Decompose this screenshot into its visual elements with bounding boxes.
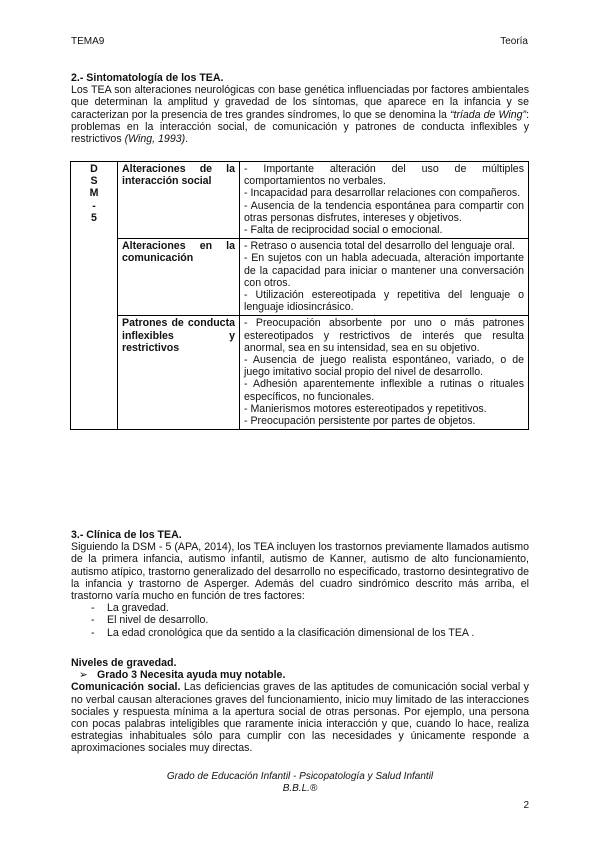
label-char: D <box>90 163 98 175</box>
list-item: - Falta de reciprocidad social o emocional. <box>244 224 443 237</box>
label-char: S <box>90 175 98 188</box>
grade-heading <box>71 669 529 681</box>
table-row <box>71 239 529 316</box>
list-item: - Ausencia de la tendencia espontánea para compartir con otras personas disfrutes, intereses y objetivos. <box>244 199 524 224</box>
list-item: - Adhesión aparentemente inflexible a rutinas o rituales específicos, no funcionales. <box>244 378 524 403</box>
items-cell <box>240 239 529 316</box>
section-heading: 3.- Clínica de los TEA. <box>71 529 182 541</box>
footer-course: Grado de Educación Infantil - Psicopatología y Salud Infantil <box>166 771 434 782</box>
list-item: - Preocupación persistente por partes de objetos. <box>244 415 476 428</box>
footer <box>0 771 600 795</box>
dsm5-label <box>71 162 118 430</box>
list-item: - Incapacidad para desarrollar relaciones con compañeros. <box>244 187 521 200</box>
table-row <box>71 162 529 239</box>
list-item: - En sujetos con un habla adecuada, alteración importante de la capacidad para iniciar o mantener una conversación con otros. <box>244 252 524 289</box>
list-item: - Utilización estereotipada y repetitiva del lenguaje o lenguaje idiosincrásico. <box>244 289 524 314</box>
factors-list <box>71 602 529 639</box>
page-number: 2 <box>523 800 529 811</box>
term: Comunicación social. <box>71 681 181 694</box>
section-heading: 2.- Sintomatología de los TEA. <box>71 72 224 84</box>
section-severity <box>71 657 529 755</box>
list-item: - La edad cronológica que da sentido a la clasificación dimensional de los TEA . <box>71 627 529 639</box>
section-paragraph <box>71 681 529 754</box>
category-cell: Alteraciones en la comunicación <box>118 239 240 316</box>
section-symptomatology <box>71 72 529 145</box>
list-item: - Manierismos motores estereotipados y repetitivos. <box>244 402 487 415</box>
list-item: - Ausencia de juego realista espontáneo, variado, o de juego imitativo social propio del nivel de desarrollo. <box>244 354 524 379</box>
header-topic: TEMA9 <box>71 36 105 47</box>
list-item: - La gravedad. <box>71 602 529 614</box>
grade-label: Grado 3 Necesita ayuda muy notable. <box>97 669 286 682</box>
footer-author: B.B.L.® <box>282 783 318 794</box>
list-item: - Importante alteración del uso de múltiples comportamientos no verbales. <box>244 163 524 188</box>
label-char: 5 <box>91 211 97 224</box>
paragraph-emphasis: “tríada de Wing” <box>449 108 527 121</box>
citation: (Wing, 1993) <box>124 133 186 146</box>
category-cell: Patrones de conducta inflexibles y restrictivos <box>118 316 240 430</box>
header-section: Teoría <box>500 36 528 47</box>
paragraph-text: Las deficiencias graves de las aptitudes de comunicación social verbal y no verbal causan alteraciones graves del funcionamiento, inicio muy limitado de las interacciones sociales y respuesta mínima a la apertura social de otras personas. Por ejemplo, una persona con pocas palabras inteligibles que raramente inicia interacción y que, cuando lo hace, realiza estrategias inhabituales sólo para cumplir con las necesidades y únicamente responde a aproximaciones sociales muy directas. <box>71 681 529 755</box>
paragraph-text: Los TEA son alteraciones neurológicas con base genética influenciadas por factores ambientales que determinan la amplitud y gravedad de los síntomas, que aparece en la infancia y se caracterizan por la presencia de tres grandes síndromes, lo que se denomina la <box>71 84 529 121</box>
dsm5-table <box>70 161 529 430</box>
label-char: M <box>89 187 99 200</box>
section-clinic <box>71 529 529 639</box>
label-char: - <box>92 199 96 212</box>
list-item: - Preocupación absorbente por uno o más patrones estereotipados y restrictivos de interés que resulta anormal, sea en su intensidad, sea en su objetivo. <box>244 317 524 354</box>
section-paragraph: Siguiendo la DSM - 5 (APA, 2014), los TEA incluyen los trastornos previamente llamados autismo de la primera infancia, autismo infantil, autismo de Kanner, autismo de alto funcionamiento, autismo atípico, trastorno generalizado del desarrollo no especificado, trastorno desintegrativo de la infancia y trastorno de Asperger. Además del cuadro sindrómico descrito más arriba, el trastorno varía mucho en función de tres factores: <box>71 541 529 603</box>
items-cell <box>240 162 529 239</box>
list-item: - El nivel de desarrollo. <box>71 614 529 626</box>
table-row <box>71 316 529 430</box>
paragraph-text: : problemas en la interacción social, de comunicación y patrones de conducta inflexibles y restrictivos <box>71 108 530 146</box>
category-cell: Alteraciones de la interacción social <box>118 162 240 239</box>
section-paragraph <box>71 84 529 145</box>
list-item: - Retraso o ausencia total del desarrollo del lenguaje oral. <box>244 240 515 253</box>
items-cell <box>240 316 529 430</box>
arrow-bullet-icon: ➢ <box>79 669 88 682</box>
paragraph-text: . <box>185 133 189 146</box>
section-heading: Niveles de gravedad. <box>71 657 177 669</box>
